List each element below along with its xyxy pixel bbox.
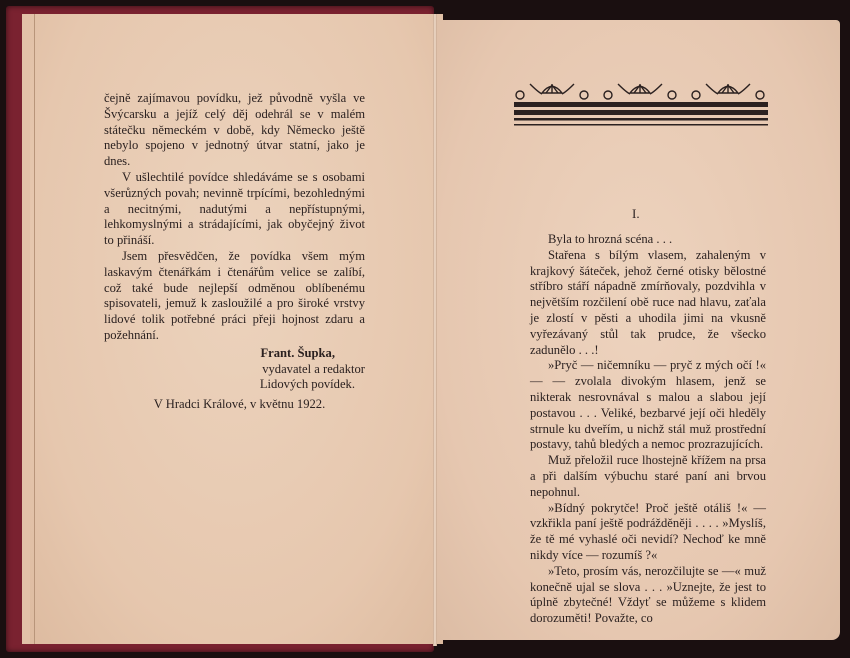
right-page-text bbox=[530, 232, 766, 627]
paragraph: V ušlechtilé povídce shledáváme se s osobami všerůzných povah; nevinně trpícími, bezohlednými a necitnými, nadutými a nepřístupnými, lehkomyslnými a strádajícími, jak obyčejný život to přináší. bbox=[104, 169, 365, 248]
paragraph: »Teto, prosím vás, nerozčilujte se —« muž konečně ujal se slova . . . »Uznejte, že jest to úplně zbytečné! Vždyť se můžeme s klidem dorozuměti! Považte, co bbox=[530, 563, 766, 626]
palmette-icon bbox=[516, 84, 588, 99]
ornament-rule bbox=[514, 102, 768, 107]
left-page-text bbox=[104, 91, 365, 413]
place-date: V Hradci Králové, v květnu 1922. bbox=[153, 397, 326, 412]
ornament-header bbox=[512, 80, 770, 128]
signature-title: vydavatel a redaktor bbox=[262, 361, 365, 376]
palmette-icon bbox=[604, 84, 676, 99]
paragraph: »Pryč — ničemníku — pryč z mých očí !« — — zvolala divokým hlasem, jenž se nikterak nesrovnával s malou a slabou její postavou . . . Veliké, bezbarvé její oči hleděly strnule ku dveřím, u nichž stál muž prostřední postavy, tahů bledých a nemoc prozrazujících. bbox=[530, 358, 766, 452]
paragraph: Byla to hrozná scéna . . . bbox=[548, 232, 673, 246]
ornament-rule bbox=[514, 110, 768, 115]
ornament-rule bbox=[514, 118, 768, 121]
paragraph: Jsem přesvědčen, že povídka všem mým laskavým čtenářkám i čtenářům velice se zalíbí, což také bude nejlepší odměnou oblíbenému spisovateli, jemuž k zasloužilé a pro široké vrstvy lidové tolik potřebné práci přeji hojnost zdaru a požehnání. bbox=[104, 248, 365, 342]
ornament-palmettes bbox=[516, 84, 764, 99]
paragraph: »Bídný pokrytče! Proč ještě otáliš !« — vzkřikla paní ještě podrážděněji . . . . »Myslíš, že tě mé vyhaslé oči nevidí? Nechoď ke mně nikdy více — rozumíš ?« bbox=[530, 500, 766, 562]
palmette-icon bbox=[692, 84, 764, 99]
chapter-number: I. bbox=[632, 206, 640, 221]
paragraph: Muž přeložil ruce lhostejně křížem na prsa a při dalším výbuchu staré paní ani brvou nepohnul. bbox=[530, 453, 766, 499]
signature-name: Frant. Šupka, bbox=[260, 345, 335, 360]
ornament-rule bbox=[514, 124, 768, 126]
paragraph: čejně zajímavou povídku, jež původně vyšla ve Švýcarsku a jejíž celý děj odehrál se v malém státečku německém v době, kdy Německo ještě nebylo spojeno v jednotný útvar statní, jako je dnes. bbox=[104, 91, 365, 169]
paragraph: Stařena s bílým vlasem, zahaleným v krajkový šáteček, jehož černé otisky bělostné stříbro stáří nápadně zmírňovaly, pozdvihla v největším rozčilení obě ruce nad hlavu, zaťala je zlostí v pěsti a uhodila jimi na vkusně vyřezávaný stůl tak prudce, že všecko zadunělo . . .! bbox=[530, 247, 766, 357]
book-gutter bbox=[433, 14, 437, 646]
signature-series: Lidových povídek. bbox=[259, 377, 355, 392]
